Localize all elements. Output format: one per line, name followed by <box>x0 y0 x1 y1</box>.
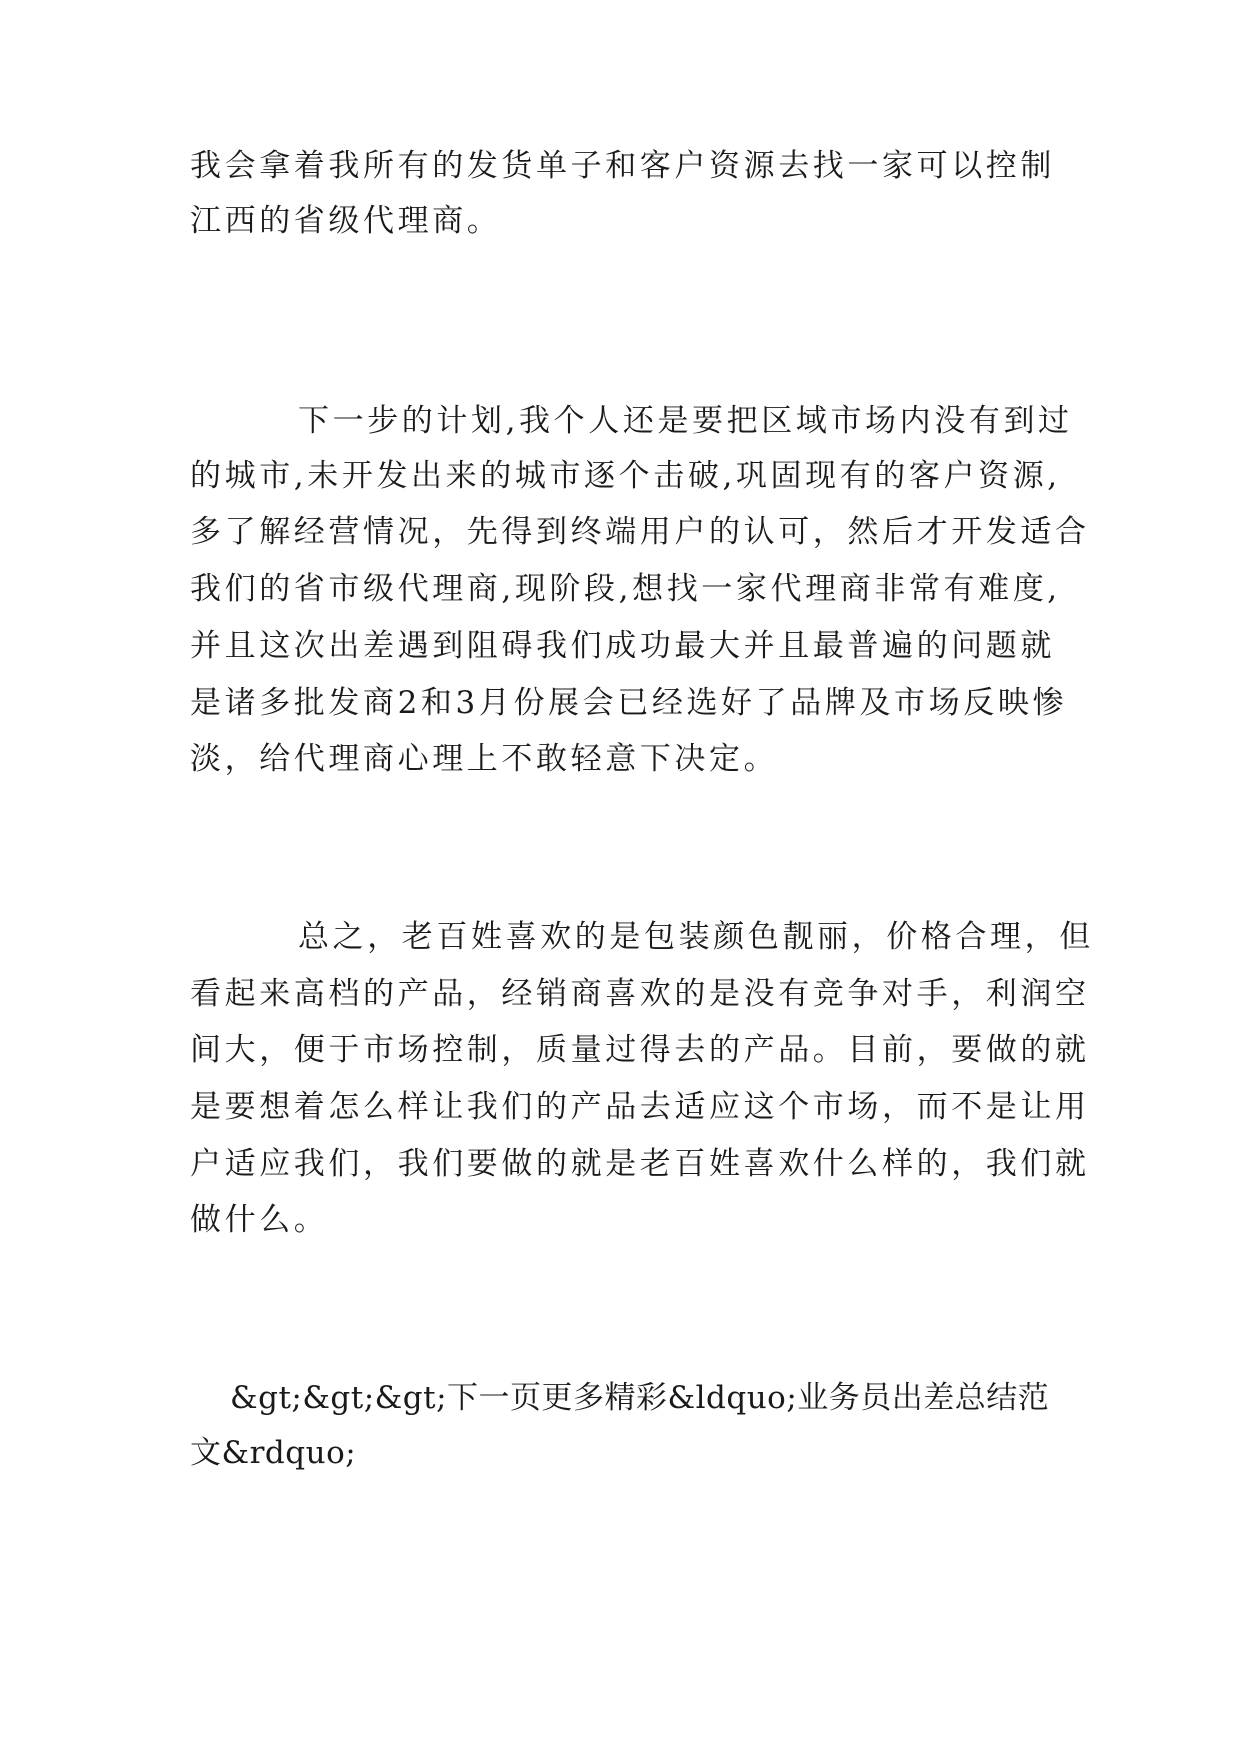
para2-line-6: 是诸多批发商2和3月份展会已经选好了品牌及市场反映惨 <box>190 685 1068 721</box>
para2-line-1: 下一步的计划,我个人还是要把区域市场内没有到过 <box>298 403 1073 439</box>
para2-line-4: 我们的省市级代理商,现阶段,想找一家代理商非常有难度, <box>190 571 1061 607</box>
para2-line-3: 多了解经营情况，先得到终端用户的认可，然后才开发适合 <box>190 514 1090 550</box>
para3-line-4: 是要想着怎么样让我们的产品去适应这个市场，而不是让用 <box>190 1089 1090 1125</box>
para3-line-5: 户适应我们，我们要做的就是老百姓喜欢什么样的，我们就 <box>190 1146 1090 1182</box>
para3-line-2: 看起来高档的产品，经销商喜欢的是没有竞争对手，利润空 <box>190 976 1090 1012</box>
para3-line-1: 总之，老百姓喜欢的是包装颜色靓丽，价格合理，但 <box>298 919 1094 955</box>
para2-line-2: 的城市,未开发出来的城市逐个击破,巩固现有的客户资源, <box>190 458 1061 494</box>
next-page-link[interactable]: &gt;&gt;&gt;下一页更多精彩&ldquo;业务员出差总结范 <box>230 1380 1050 1416</box>
para1-line-1: 我会拿着我所有的发货单子和客户资源去找一家可以控制 <box>190 148 1055 184</box>
para1-line-2: 江西的省级代理商。 <box>190 203 502 239</box>
next-page-link-cont[interactable]: 文&rdquo; <box>190 1435 357 1471</box>
para2-line-7: 淡，给代理商心理上不敢轻意下决定。 <box>190 741 779 777</box>
para3-line-6: 做什么。 <box>190 1202 329 1238</box>
para3-line-3: 间大，便于市场控制，质量过得去的产品。目前，要做的就 <box>190 1032 1090 1068</box>
para2-line-5: 并且这次出差遇到阻碍我们成功最大并且最普遍的问题就 <box>190 628 1055 664</box>
